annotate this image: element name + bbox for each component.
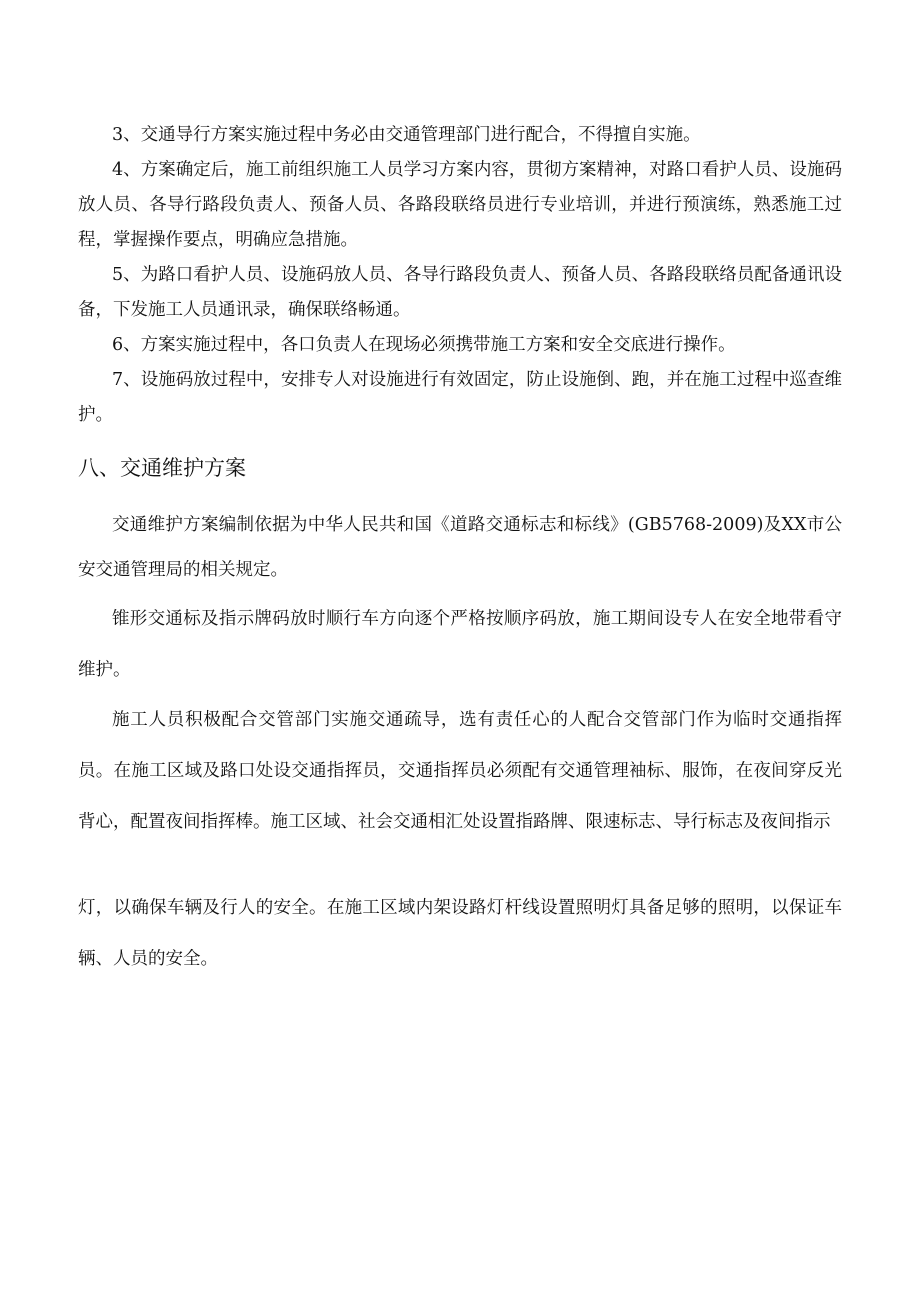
list-item-7: 7、设施码放过程中，安排专人对设施进行有效固定，防止设施倒、跑，并在施工过程中巡查维护。 — [78, 370, 842, 425]
paragraph-traffic-control: 施工人员积极配合交管部门实施交通疏导，选有责任心的人配合交管部门作为临时交通指挥员。在施工区域及路口处设交通指挥员，交通指挥员必须配有交通管理袖标、服饰，在夜间穿反光背心，配置夜间指挥棒。施工区域、社会交通相汇处设置指路牌、限速标志、导行标志及夜间指示 — [78, 710, 842, 832]
numbered-list — [78, 118, 842, 433]
paragraph-lighting: 灯，以确保车辆及行人的安全。在施工区域内架设路灯杆线设置照明灯具备足够的照明，以保证车辆、人员的安全。 — [78, 898, 842, 969]
list-item-3: 3、交通导行方案实施过程中务必由交通管理部门进行配合，不得擅自实施。 — [112, 125, 701, 145]
list-item-4: 4、方案确定后，施工前组织施工人员学习方案内容，贯彻方案精神，对路口看护人员、设施码放人员、各导行路段负责人、预备人员、各路段联络员进行专业培训，并进行预演练，熟悉施工过程，掌握操作要点，明确应急措施。 — [78, 160, 842, 250]
list-item-5: 5、为路口看护人员、设施码放人员、各导行路段负责人、预备人员、各路段联络员配备通讯设备，下发施工人员通讯录，确保联络畅通。 — [78, 265, 842, 320]
list-item-6: 6、方案实施过程中，各口负责人在现场必须携带施工方案和安全交底进行操作。 — [112, 335, 736, 355]
paragraph-basis: 交通维护方案编制依据为中华人民共和国《道路交通标志和标线》(GB5768-2009)及XX市公安交通管理局的相关规定。 — [78, 515, 842, 580]
paragraph-cones: 锥形交通标及指示牌码放时顺行车方向逐个严格按顺序码放，施工期间设专人在安全地带看守维护。 — [78, 609, 842, 680]
section-heading: 八、交通维护方案 — [78, 456, 246, 480]
